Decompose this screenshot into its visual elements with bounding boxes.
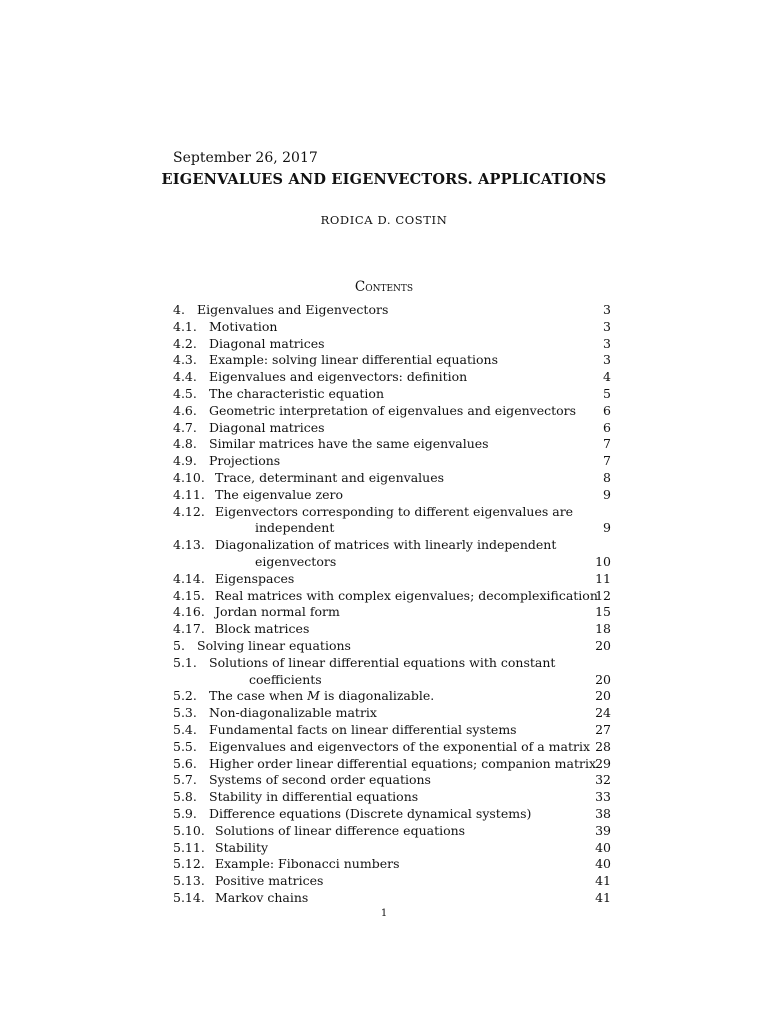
toc-entry-title-line: Trace, determinant and eigenvalues — [215, 469, 445, 485]
toc-entry-number: 4.9. — [173, 453, 197, 469]
toc-entry-page: 39 — [595, 822, 611, 838]
toc-entry-number: 5.14. — [173, 889, 205, 905]
toc-entry-title — [209, 688, 585, 705]
toc-entry-title-line: The case when M is diagonalizable. — [209, 688, 435, 704]
toc-entry-title — [209, 705, 585, 722]
toc-entry-title — [215, 873, 591, 890]
toc-entry-number: 5.5. — [173, 738, 197, 754]
toc-entry-number: 4.5. — [173, 385, 197, 401]
toc-subsection-entry — [173, 739, 611, 756]
toc-entry-title — [215, 487, 591, 504]
toc-entry-number: 5. — [173, 637, 185, 653]
toc-subsection-entry — [173, 487, 611, 504]
toc-entry-title-line: Systems of second order equations — [209, 772, 431, 788]
toc-section-entry — [173, 638, 611, 655]
toc-entry-title-line: Eigenvalues and Eigenvectors — [197, 302, 389, 317]
document-author: RODICA D. COSTIN — [320, 213, 448, 227]
toc-entry-page: 18 — [595, 621, 611, 637]
toc-entry-page: 33 — [595, 789, 611, 805]
toc-entry-title — [209, 738, 591, 756]
toc-entry-title-line: Geometric interpretation of eigenvalues and eigenvectors — [209, 402, 577, 418]
toc-entry-title-line: Real matrices with complex eigenvalues; decomplexification — [215, 587, 598, 603]
toc-entry-title-line: Markov chains — [215, 889, 309, 905]
toc-entry-title-line: Example: solving linear differential equations — [209, 352, 498, 368]
toc-entry-title — [209, 436, 585, 453]
toc-entry-page: 41 — [595, 873, 611, 889]
toc-entry-number: 4.6. — [173, 402, 197, 418]
toc-entry-number: 5.13. — [173, 873, 205, 889]
toc-entry-title-line: Solutions of linear difference equations — [215, 822, 466, 838]
toc-entry-title — [209, 772, 585, 789]
toc-entry-page: 12 — [595, 587, 611, 603]
toc-entry-title — [209, 655, 585, 689]
toc-entry-number: 4.8. — [173, 436, 197, 452]
toc-entry-page: 15 — [595, 604, 611, 620]
toc-entry-number: 4.10. — [173, 469, 205, 485]
toc-entry-page: 20 — [595, 637, 611, 653]
toc-entry-number: 4.7. — [173, 419, 197, 435]
toc-entry-page: 6 — [603, 402, 611, 418]
toc-entry-number: 4.3. — [173, 352, 197, 368]
contents-heading: Contents — [354, 279, 414, 295]
toc-entry-title-continuation: eigenvectors — [255, 553, 337, 569]
toc-entry-title — [209, 403, 585, 420]
toc-entry-page: 9 — [603, 486, 611, 502]
toc-entry-title-line: Difference equations (Discrete dynamical systems) — [209, 805, 532, 821]
toc-entry-title — [209, 722, 585, 739]
toc-subsection-entry — [173, 823, 611, 840]
toc-subsection-entry — [173, 352, 611, 369]
toc-entry-page: 41 — [595, 889, 611, 905]
toc-subsection-entry — [173, 655, 611, 689]
toc-entry-title — [209, 453, 585, 470]
toc-entry-number: 4.4. — [173, 369, 197, 385]
document-title: EIGENVALUES AND EIGENVECTORS. APPLICATIONS — [161, 171, 607, 188]
toc-entry-title-line: Stability in differential equations — [209, 789, 419, 805]
toc-entry-title-line: Motivation — [209, 318, 278, 334]
toc-entry-title — [215, 537, 591, 571]
toc-entry-page: 40 — [595, 856, 611, 872]
toc-entry-title — [209, 789, 585, 806]
toc-entry-number: 4.1. — [173, 318, 197, 334]
toc-entry-title-line: Diagonal matrices — [209, 335, 325, 351]
toc-entry-title — [209, 420, 585, 437]
toc-subsection-entry — [173, 621, 611, 638]
toc-entry-number: 4.16. — [173, 604, 205, 620]
toc-entry-page: 3 — [603, 302, 611, 317]
toc-entry-page: 3 — [603, 352, 611, 368]
toc-entry-title-line: Fundamental facts on linear differential systems — [209, 721, 517, 737]
toc-entry-title-line: The characteristic equation — [209, 385, 384, 401]
toc-entry-page: 38 — [595, 805, 611, 821]
toc-entry-title-continuation: coefficients — [249, 671, 322, 687]
toc-entry-page: 28 — [595, 738, 611, 754]
toc-subsection-entry — [173, 386, 611, 403]
toc-entry-title-line: Stability — [215, 839, 269, 855]
toc-entry-title — [209, 386, 585, 403]
toc-subsection-entry — [173, 772, 611, 789]
toc-entry-number: 5.7. — [173, 772, 197, 788]
toc-entry-page: 7 — [603, 436, 611, 452]
toc-entry-title — [215, 504, 591, 538]
toc-entry-number: 4.17. — [173, 621, 205, 637]
toc-entry-title-line: Solving linear equations — [197, 637, 351, 653]
table-of-contents — [173, 302, 611, 907]
toc-entry-title — [197, 638, 573, 655]
toc-subsection-entry — [173, 403, 611, 420]
toc-entry-title-line: Eigenspaces — [215, 570, 295, 586]
toc-entry-title-line: Jordan normal form — [215, 604, 340, 620]
toc-entry-title — [215, 823, 591, 840]
toc-entry-page: 27 — [595, 721, 611, 737]
toc-entry-title-line: Eigenvalues and eigenvectors: definition — [209, 369, 468, 385]
toc-entry-title — [215, 621, 591, 638]
document-date: September 26, 2017 — [173, 150, 318, 166]
toc-entry-title — [215, 840, 591, 857]
toc-entry-number: 5.12. — [173, 856, 205, 872]
toc-subsection-entry — [173, 453, 611, 470]
toc-entry-title-line: Block matrices — [215, 621, 310, 637]
toc-entry-title — [197, 302, 573, 319]
toc-subsection-entry — [173, 806, 611, 823]
toc-subsection-entry — [173, 369, 611, 386]
toc-entry-title — [209, 336, 585, 353]
toc-entry-title — [215, 470, 591, 487]
toc-entry-title — [215, 890, 591, 907]
toc-entry-number: 5.11. — [173, 839, 205, 855]
toc-entry-page: 10 — [595, 553, 611, 569]
toc-entry-page: 40 — [595, 839, 611, 855]
toc-entry-number: 4.14. — [173, 570, 205, 586]
toc-entry-page: 4 — [603, 369, 611, 385]
toc-entry-number: 4.15. — [173, 587, 205, 603]
toc-subsection-entry — [173, 336, 611, 353]
toc-entry-number: 5.2. — [173, 688, 197, 704]
toc-subsection-entry — [173, 789, 611, 806]
toc-entry-title-line: Example: Fibonacci numbers — [215, 856, 400, 872]
toc-entry-number: 4. — [173, 302, 185, 317]
toc-subsection-entry — [173, 604, 611, 621]
toc-entry-number: 5.3. — [173, 705, 197, 721]
toc-entry-page: 32 — [595, 772, 611, 788]
toc-entry-title-line: The eigenvalue zero — [215, 486, 344, 502]
toc-entry-page: 9 — [603, 520, 611, 536]
toc-entry-number: 5.8. — [173, 789, 197, 805]
toc-entry-page: 6 — [603, 419, 611, 435]
toc-entry-title-line: Similar matrices have the same eigenvalues — [209, 436, 489, 452]
toc-entry-title-continuation: independent — [255, 520, 335, 536]
toc-entry-number: 4.11. — [173, 486, 205, 502]
toc-entry-number: 4.2. — [173, 335, 197, 351]
toc-entry-title-line: Non-diagonalizable matrix — [209, 705, 377, 721]
toc-subsection-entry — [173, 537, 611, 571]
toc-entry-title — [209, 755, 597, 773]
toc-entry-number: 5.4. — [173, 721, 197, 737]
toc-subsection-entry — [173, 756, 611, 773]
toc-entry-title — [209, 319, 585, 336]
toc-subsection-entry — [173, 420, 611, 437]
toc-entry-page: 11 — [595, 570, 611, 586]
toc-entry-title — [215, 587, 598, 605]
toc-subsection-entry — [173, 873, 611, 890]
toc-entry-number: 5.9. — [173, 805, 197, 821]
toc-entry-page: 3 — [603, 335, 611, 351]
toc-entry-page: 20 — [595, 688, 611, 704]
toc-subsection-entry — [173, 436, 611, 453]
toc-entry-title-line: Diagonal matrices — [209, 419, 325, 435]
toc-entry-title-line: Eigenvectors corresponding to different eigenvalues are — [215, 503, 574, 519]
toc-entry-page: 24 — [595, 705, 611, 721]
toc-entry-number: 5.1. — [173, 654, 197, 670]
toc-entry-page: 7 — [603, 453, 611, 469]
toc-entry-title-line: Solutions of linear differential equations with constant — [209, 654, 556, 670]
toc-entry-number: 5.10. — [173, 822, 205, 838]
toc-entry-page: 20 — [595, 671, 611, 687]
toc-entry-number: 5.6. — [173, 755, 197, 771]
toc-entry-title — [209, 806, 585, 823]
toc-entry-title — [215, 604, 591, 621]
toc-subsection-entry — [173, 571, 611, 588]
toc-entry-page: 29 — [595, 755, 611, 771]
toc-subsection-entry — [173, 705, 611, 722]
toc-entry-title-line: Higher order linear differential equations; companion matrix — [209, 755, 597, 771]
toc-entry-number: 4.12. — [173, 503, 205, 519]
toc-subsection-entry — [173, 504, 611, 538]
toc-entry-title-line: Eigenvalues and eigenvectors of the exponential of a matrix — [209, 738, 591, 754]
toc-entry-title — [215, 571, 591, 588]
toc-subsection-entry — [173, 856, 611, 873]
toc-entry-page: 8 — [603, 469, 611, 485]
toc-entry-number: 4.13. — [173, 537, 205, 553]
toc-subsection-entry — [173, 722, 611, 739]
toc-entry-title-line: Positive matrices — [215, 873, 324, 889]
page-number: 1 — [380, 908, 388, 919]
toc-entry-page: 5 — [603, 385, 611, 401]
toc-entry-title-line: Diagonalization of matrices with linearly independent — [215, 537, 557, 553]
toc-subsection-entry — [173, 840, 611, 857]
toc-entry-title — [215, 856, 591, 873]
toc-entry-title-line: Projections — [209, 453, 281, 469]
toc-subsection-entry — [173, 470, 611, 487]
toc-entry-title — [209, 369, 585, 386]
toc-subsection-entry — [173, 688, 611, 705]
toc-section-entry — [173, 302, 611, 319]
toc-entry-title — [209, 352, 585, 369]
toc-subsection-entry — [173, 890, 611, 907]
toc-subsection-entry — [173, 588, 611, 605]
toc-entry-page: 3 — [603, 318, 611, 334]
toc-subsection-entry — [173, 319, 611, 336]
